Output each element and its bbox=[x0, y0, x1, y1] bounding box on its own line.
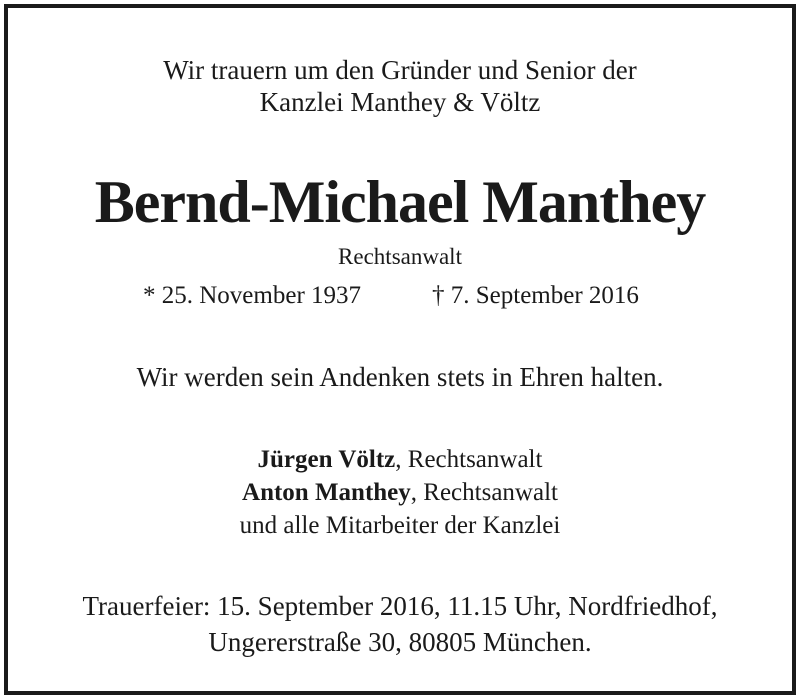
signatory-title-2: , Rechtsanwalt bbox=[410, 479, 558, 506]
funeral-service-line-2: Ungererstraße 30, 80805 München. bbox=[208, 627, 592, 657]
signatory-name-2: Anton Manthey bbox=[242, 479, 411, 506]
birth-date: * 25. November 1937 bbox=[143, 282, 362, 309]
signatory-line-2 bbox=[0, 480, 800, 505]
intro-line-1: Wir trauern um den Gründer und Senior der bbox=[163, 55, 637, 85]
memorial-sentence: Wir werden sein Andenken stets in Ehren halten. bbox=[136, 362, 664, 392]
signatory-title-1: , Rechtsanwalt bbox=[395, 446, 543, 473]
signatory-name-1: Jürgen Völtz bbox=[257, 446, 396, 473]
funeral-service-line-1: Trauerfeier: 15. September 2016, 11.15 Uhr, Nordfriedhof, bbox=[82, 591, 718, 621]
staff-line: und alle Mitarbeiter der Kanzlei bbox=[239, 512, 561, 539]
death-date: † 7. September 2016 bbox=[432, 282, 639, 309]
deceased-profession: Rechtsanwalt bbox=[338, 244, 462, 269]
intro-line-2: Kanzlei Manthey & Völtz bbox=[259, 87, 541, 117]
signatory-line-1 bbox=[0, 447, 800, 472]
deceased-name: Bernd-Michael Manthey bbox=[94, 169, 706, 235]
